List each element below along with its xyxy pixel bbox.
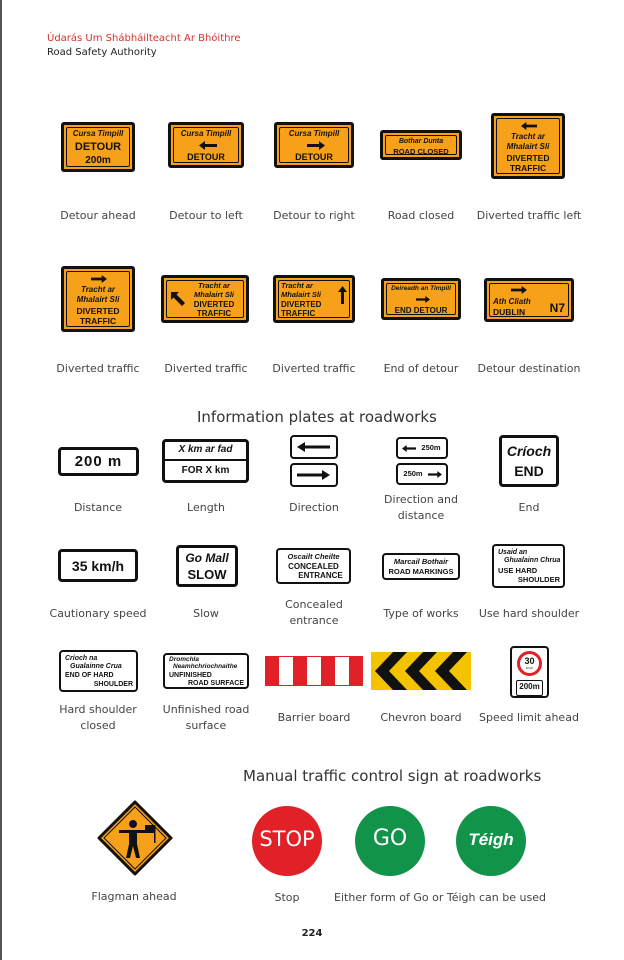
- detour-destination-sign: [484, 278, 574, 322]
- caption: Barrier board: [277, 711, 351, 724]
- caption: Slow: [193, 607, 219, 620]
- route-number: N7: [549, 301, 565, 315]
- sign-line: Cursa Timpill: [288, 129, 340, 138]
- diverted-traffic-sign-up: [273, 275, 355, 323]
- caption: Use hard shoulder: [478, 607, 580, 620]
- sign-line: Usaid an: [498, 549, 528, 556]
- sign-line: Gualainne Crua: [70, 663, 122, 670]
- sign-line: Tracht ar: [281, 281, 313, 290]
- sign-line: CONCEALED: [288, 562, 339, 571]
- sign-line: ROAD MARKINGS: [388, 567, 454, 576]
- sign-line: TRAFFIC: [509, 163, 547, 173]
- caption: Speed limit ahead: [479, 711, 579, 724]
- section-title-manual: Manual traffic control sign at roadworks: [243, 767, 542, 785]
- sign-line: Mhalairt Sli: [506, 142, 550, 151]
- type-of-works-plate: [382, 553, 460, 580]
- caption: Detour to right: [273, 209, 355, 222]
- caption: Diverted traffic left: [476, 209, 582, 222]
- sign-line: ENTRANCE: [298, 571, 343, 580]
- end-detour-sign: [381, 278, 461, 320]
- sign-line: Deireadh an Timpill: [391, 285, 451, 292]
- sign-line: Cursa Timpill: [180, 129, 232, 138]
- sign-line: DETOUR: [187, 152, 225, 162]
- sign-line: Mhalairt Sli: [76, 295, 120, 304]
- sign-line: 35 km/h: [71, 558, 125, 574]
- sign-line: DETOUR: [295, 152, 333, 162]
- sign-line: Mhalairt Sli: [281, 290, 322, 299]
- diverted-traffic-sign-upleft: [161, 275, 249, 323]
- caption: Road closed: [387, 209, 455, 222]
- sign-line: Neamhchriochnaithe: [173, 663, 238, 670]
- sign-line: USE HARD: [498, 566, 538, 575]
- diverted-traffic-left-sign: [491, 113, 565, 179]
- sign-line: 250m: [403, 469, 423, 478]
- caption: Either form of Go or Téigh can be used: [334, 891, 546, 904]
- arrow-right-icon: [416, 296, 430, 303]
- road-closed-sign: [380, 130, 462, 160]
- caption: Flagman ahead: [91, 890, 177, 903]
- detour-right-sign: [274, 122, 354, 168]
- diverted-traffic-sign-ahead: [61, 266, 135, 332]
- end-plate: [499, 435, 559, 487]
- speed-limit-value: 30: [524, 656, 535, 666]
- sign-line: Críoch na: [65, 655, 98, 662]
- caption: Diverted traffic: [56, 362, 140, 375]
- sign-line: TRAFFIC: [196, 309, 232, 318]
- arrow-right-icon: [91, 275, 107, 283]
- sign-line: Cursa Timpill: [72, 129, 124, 138]
- caption: End of detour: [383, 362, 459, 375]
- sign-line: DIVERTED: [281, 300, 322, 309]
- caption: Chevron board: [380, 711, 462, 724]
- caption: End: [518, 501, 540, 514]
- direction-distance-plate-top: [396, 437, 448, 459]
- sign-line: SLOW: [187, 567, 227, 582]
- sign-line: DIVERTED: [506, 153, 550, 163]
- length-plate: [162, 439, 249, 483]
- direction-plate-left: [290, 435, 338, 459]
- sign-line: ROAD CLOSED: [393, 147, 449, 156]
- caption: Concealed entrance: [285, 598, 343, 627]
- use-hard-shoulder-plate: [492, 544, 565, 588]
- sign-line: 200 m: [74, 453, 123, 470]
- arrow-left-icon: [199, 141, 217, 150]
- arrow-right-icon: [511, 286, 527, 294]
- sign-line: END DETOUR: [394, 306, 448, 315]
- detour-ahead-sign: [61, 122, 135, 172]
- speed-limit-distance: 200m: [519, 682, 540, 691]
- sign-line: DIVERTED: [193, 300, 235, 309]
- caption: Direction and distance: [384, 493, 458, 522]
- sign-line: Mhalairt Sli: [193, 290, 234, 299]
- sign-line: Dromchla: [169, 656, 199, 663]
- detour-left-sign: [168, 122, 244, 168]
- arrow-left-icon: [402, 445, 416, 452]
- sign-line: 250m: [421, 443, 441, 452]
- sign-line: Go Mall: [185, 551, 229, 565]
- sign-line: DIVERTED: [76, 306, 120, 316]
- sign-line: END OF HARD: [65, 672, 114, 679]
- sign-line: Ath Cliath: [493, 297, 531, 306]
- sign-line: ROAD SURFACE: [187, 680, 244, 687]
- sign-line: END: [514, 463, 544, 479]
- sign-line: Oscailt Cheilte: [287, 552, 340, 561]
- teigh-text: Téigh: [468, 830, 514, 849]
- chevron-board: [371, 652, 471, 690]
- arrow-right-icon: [297, 470, 330, 480]
- cautionary-speed-plate: [58, 549, 138, 582]
- direction-distance-plate-bottom: [396, 463, 448, 485]
- page-number: 224: [301, 928, 323, 939]
- caption: Cautionary speed: [49, 607, 147, 620]
- arrow-right-icon: [428, 471, 442, 478]
- sign-line: FOR X km: [181, 465, 230, 476]
- caption: Diverted traffic: [164, 362, 248, 375]
- sign-line: Tracht ar: [510, 132, 546, 141]
- direction-plate-right: [290, 463, 338, 487]
- sign-line: SHOULDER: [517, 575, 560, 584]
- stop-text: STOP: [259, 827, 315, 851]
- arrow-up-icon: [338, 286, 347, 304]
- sign-line: Tracht ar: [80, 285, 116, 294]
- slow-plate: [176, 545, 238, 587]
- caption: Length: [187, 501, 225, 514]
- sign-line: Ghualainn Chrua: [504, 557, 561, 564]
- sign-line: UNFINISHED: [169, 672, 212, 679]
- sign-line: X km ar fad: [178, 444, 233, 455]
- sign-line: TRAFFIC: [281, 309, 316, 318]
- sign-line: DETOUR: [74, 141, 122, 153]
- sign-line: DUBLIN: [493, 307, 526, 317]
- sign-line: Marcail Bothair: [393, 557, 449, 566]
- hard-shoulder-closed-plate: [59, 650, 138, 692]
- sign-line: Tracht ar: [198, 281, 230, 290]
- sign-line: Bothar Dunta: [398, 138, 444, 145]
- header-irish: Údarás Um Shábháilteacht Ar Bhóithre: [47, 33, 241, 44]
- caption: Detour ahead: [60, 209, 136, 222]
- caption: Type of works: [383, 607, 459, 620]
- go-text: GO: [372, 826, 408, 851]
- speed-limit-unit: km/h: [525, 666, 534, 670]
- arrow-left-icon: [521, 122, 537, 130]
- caption: Unfinished road surface: [162, 703, 250, 732]
- caption: Hard shoulder closed: [59, 703, 137, 732]
- go-sign: [355, 806, 425, 876]
- page-edge-rule: [0, 0, 2, 960]
- caption: Direction: [289, 501, 339, 514]
- caption: Detour destination: [477, 362, 581, 375]
- barrier-board: [265, 656, 363, 686]
- caption: Stop: [274, 891, 300, 904]
- section-title-information: Information plates at roadworks: [197, 408, 437, 426]
- stop-sign: [252, 806, 322, 876]
- sign-line: Críoch: [506, 443, 552, 459]
- concealed-entrance-plate: [276, 548, 351, 584]
- sign-line: TRAFFIC: [79, 316, 117, 326]
- caption: Distance: [73, 501, 123, 514]
- unfinished-road-surface-plate: [163, 653, 249, 689]
- caption: Detour to left: [169, 209, 243, 222]
- flagman-ahead-sign: [97, 800, 173, 876]
- speed-limit-ahead-plate: [510, 646, 549, 698]
- distance-plate: [58, 447, 139, 476]
- teigh-sign: [456, 806, 526, 876]
- sign-line: SHOULDER: [93, 681, 133, 688]
- arrow-left-icon: [297, 442, 330, 452]
- header-english: Road Safety Authority: [47, 47, 157, 58]
- caption: Diverted traffic: [272, 362, 356, 375]
- arrow-right-icon: [307, 141, 325, 150]
- sign-line: 200m: [85, 155, 111, 166]
